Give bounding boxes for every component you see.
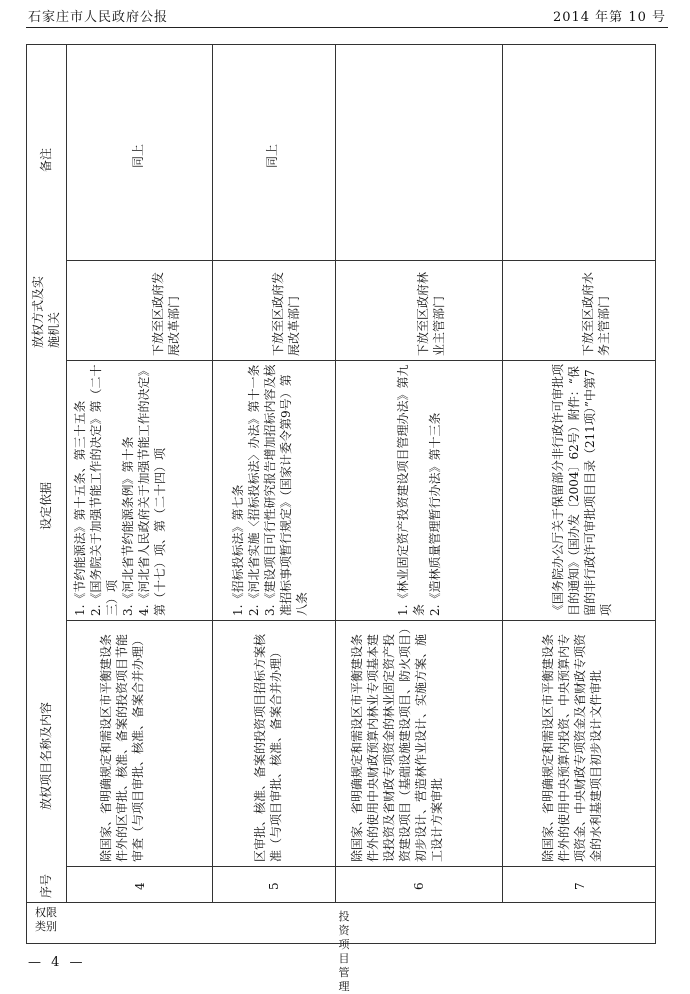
header-category: 权限类别 bbox=[35, 906, 57, 933]
row6-remark bbox=[335, 44, 502, 260]
category-investment: 投资项目管理 bbox=[338, 910, 350, 993]
row5-remark: 同上 bbox=[265, 143, 279, 168]
row4-basis: 1.《节约能源法》第十五条、第三十五条 2.《国务院关于加强节能工作的决定》第（二十三）项 3.《河北省节约能源条例》第十条 4.《河北省人民政府关于加强节能工作的决定》第（十七）项、第（二十四）项 bbox=[73, 364, 167, 616]
row7-method: 下放至区政府水务主管部门 bbox=[581, 271, 611, 356]
issue-number: 2014 年第 10 号 bbox=[552, 10, 666, 25]
row5-method: 下放至区政府发展改革部门 bbox=[271, 271, 301, 356]
row6-method: 下放至区政府林业主管部门 bbox=[416, 271, 446, 356]
authority-table bbox=[26, 44, 656, 993]
row5-name: 区审批、核准、备案的投资项目招标方案核准（与项目审批、核准、备案合并办理） bbox=[253, 633, 283, 862]
col-sep-seq bbox=[26, 902, 656, 903]
row4-remark: 同上 bbox=[131, 143, 145, 168]
page-number: — 4 — bbox=[28, 955, 86, 970]
header-method-cell bbox=[26, 260, 66, 360]
row6-basis: 1.《林业固定资产投资建设项目管理办法》第九条 2.《造林质量管理暂行办法》第十三条 bbox=[396, 364, 442, 616]
row4-name: 除国家、省明确规定和需设区市平衡建设条件外的区审批、核准、备案的投资项目节能审查（与项目审批、核准、备案合并办理） bbox=[99, 633, 145, 862]
row7-seq: 7 bbox=[573, 882, 587, 890]
row5-basis: 1.《招标投标法》第七条 2.《河北省实施〈招标投标法〉办法》第十一条 3.《建设项目可行性研究报告增加招标内容及核准招标事项暂行规定》（国家计委令第9号）第八条 bbox=[231, 364, 309, 616]
row7-name: 除国家、省明确规定和需设区市平衡建设条件外的使用中央预算内投资、中央预算内专项资金、中央财政专项资金及省财政专项资金的水利基建项目初步设计文件审批 bbox=[541, 633, 603, 862]
header-seq-cell bbox=[26, 866, 66, 902]
row7-remark bbox=[502, 44, 655, 260]
header-name: 放权项目名称及内容 bbox=[39, 701, 53, 810]
row6-name: 除国家、省明确规定和需设区市平衡建设条件外的使用中央财政预算内林业专项基本建设投资及省财政专项资金的林业固定资产投资建设项目（基础设施建设项目、防火项目）初步设计、营造林作业设计、实施方案、施工设计方案审批 bbox=[350, 627, 444, 862]
row4-method: 下放至区政府发展改革部门 bbox=[151, 271, 181, 356]
row6-seq: 6 bbox=[412, 882, 426, 890]
row4-seq: 4 bbox=[133, 882, 147, 890]
row7-basis: 《国务院办公厅关于保留部分非行政许可审批项目的通知》（国办发〔2004〕62号）附件：“保留的非行政许可审批项目目录（211项）”中第7项 bbox=[551, 363, 613, 616]
header-remark: 备注 bbox=[39, 147, 53, 172]
header-basis: 设定依据 bbox=[39, 481, 53, 530]
header-basis-cell bbox=[26, 360, 66, 620]
header-remark-cell bbox=[26, 44, 66, 260]
bulletin-title: 石家庄市人民政府公报 bbox=[28, 10, 169, 25]
header-name-cell bbox=[26, 620, 66, 866]
header-rule bbox=[26, 27, 668, 28]
header-method: 放权方式及实施机关 bbox=[31, 275, 61, 348]
table-border-right bbox=[655, 44, 656, 944]
header-seq: 序号 bbox=[39, 873, 53, 898]
row5-seq: 5 bbox=[267, 882, 281, 890]
